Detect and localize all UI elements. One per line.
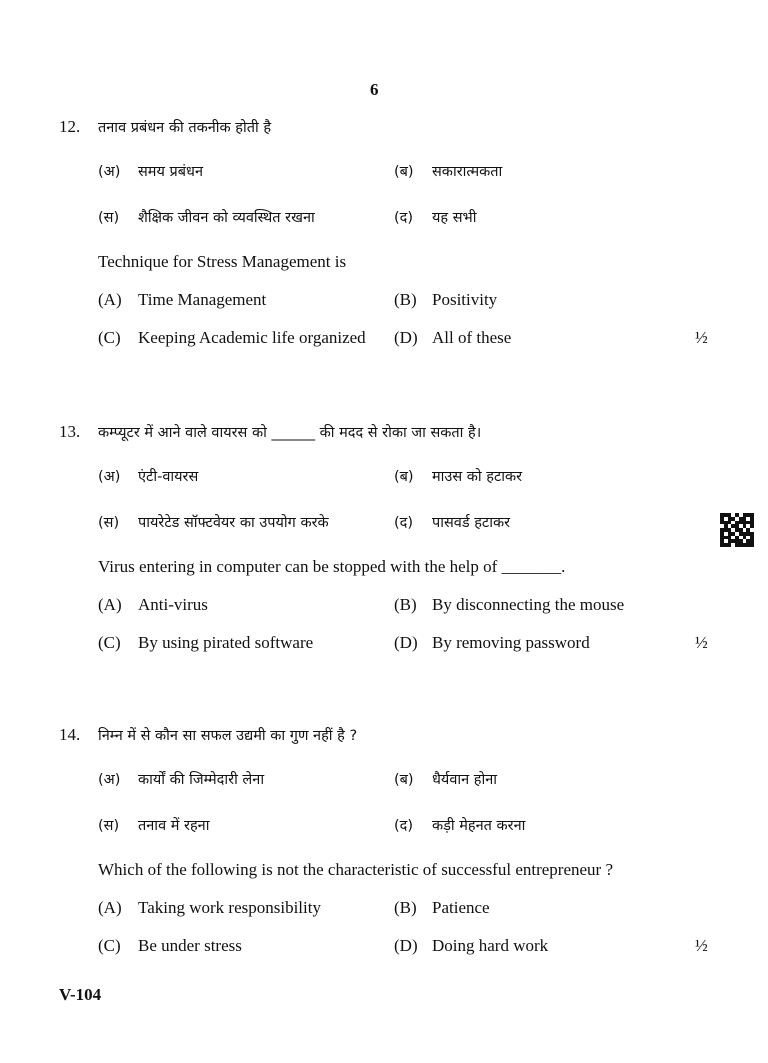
hindi-option-label: (अ) bbox=[98, 164, 121, 180]
english-option-label: (B) bbox=[394, 290, 417, 309]
qr-code-icon bbox=[720, 513, 754, 547]
english-option-label: (C) bbox=[98, 633, 121, 652]
english-option-text: By disconnecting the mouse bbox=[432, 595, 625, 614]
hindi-option-text: एंटी-वायरस bbox=[138, 469, 199, 485]
hindi-option-label: (स) bbox=[98, 515, 120, 531]
english-option-label: (A) bbox=[98, 290, 122, 309]
hindi-option-label: (अ) bbox=[98, 469, 121, 485]
english-option-label: (A) bbox=[98, 595, 122, 614]
hindi-option-text: कड़ी मेहनत करना bbox=[432, 818, 526, 834]
english-option-label: (A) bbox=[98, 898, 122, 917]
english-option-text: Patience bbox=[432, 898, 490, 917]
hindi-option-text: सकारात्मकता bbox=[432, 164, 503, 180]
hindi-option-text: कार्यों की जिम्मेदारी लेना bbox=[138, 772, 265, 788]
question-hindi-text: तनाव प्रबंधन की तकनीक होती है bbox=[98, 120, 272, 136]
hindi-option-label: (द) bbox=[394, 818, 414, 834]
hindi-option-text: यह सभी bbox=[432, 210, 477, 226]
hindi-option-label: (द) bbox=[394, 210, 414, 226]
english-option-label: (B) bbox=[394, 595, 417, 614]
hindi-option-label: (अ) bbox=[98, 772, 121, 788]
marks: ½ bbox=[695, 328, 708, 347]
english-option-label: (D) bbox=[394, 328, 418, 347]
english-option-text: Anti-virus bbox=[138, 595, 208, 614]
hindi-option-text: माउस को हटाकर bbox=[432, 469, 523, 485]
marks: ½ bbox=[695, 936, 708, 955]
marks: ½ bbox=[695, 633, 708, 652]
english-option-text: Positivity bbox=[432, 290, 498, 309]
english-option-label: (B) bbox=[394, 898, 417, 917]
hindi-option-label: (ब) bbox=[394, 469, 414, 485]
hindi-option-label: (ब) bbox=[394, 772, 414, 788]
english-option-text: By using pirated software bbox=[138, 633, 314, 652]
hindi-option-label: (स) bbox=[98, 210, 120, 226]
hindi-option-text: पासवर्ड हटाकर bbox=[432, 515, 511, 531]
hindi-option-label: (द) bbox=[394, 515, 414, 531]
english-option-text: Doing hard work bbox=[432, 936, 549, 955]
english-option-text: All of these bbox=[432, 328, 512, 347]
hindi-option-text: तनाव में रहना bbox=[138, 818, 210, 834]
question-english-text: Technique for Stress Management is bbox=[98, 252, 347, 271]
english-option-label: (C) bbox=[98, 936, 121, 955]
question-english-text: Virus entering in computer can be stopped with the help of _______. bbox=[98, 557, 566, 576]
footer-paper-code: V-104 bbox=[59, 985, 102, 1004]
hindi-option-label: (स) bbox=[98, 818, 120, 834]
question-number: 13. bbox=[59, 422, 81, 441]
hindi-option-label: (ब) bbox=[394, 164, 414, 180]
page-number: 6 bbox=[370, 80, 379, 99]
english-option-text: Keeping Academic life organized bbox=[138, 328, 366, 347]
question-number: 12. bbox=[59, 117, 81, 136]
hindi-option-text: पायरेटेड सॉफ्टवेयर का उपयोग करके bbox=[138, 515, 329, 531]
english-option-text: Time Management bbox=[138, 290, 267, 309]
english-option-label: (D) bbox=[394, 633, 418, 652]
hindi-option-text: शैक्षिक जीवन को व्यवस्थित रखना bbox=[138, 210, 315, 226]
question-hindi-text: कम्प्यूटर में आने वाले वायरस को ______ की मदद से रोका जा सकता है। bbox=[98, 425, 482, 441]
english-option-label: (D) bbox=[394, 936, 418, 955]
question-number: 14. bbox=[59, 725, 81, 744]
english-option-text: By removing password bbox=[432, 633, 590, 652]
english-option-text: Taking work responsibility bbox=[138, 898, 321, 917]
question-hindi-text: निम्न में से कौन सा सफल उद्यमी का गुण नहीं है ? bbox=[98, 728, 358, 744]
hindi-option-text: समय प्रबंधन bbox=[138, 164, 203, 180]
english-option-label: (C) bbox=[98, 328, 121, 347]
hindi-option-text: धैर्यवान होना bbox=[432, 772, 498, 788]
english-option-text: Be under stress bbox=[138, 936, 242, 955]
question-english-text: Which of the following is not the characteristic of successful entrepreneur ? bbox=[98, 860, 613, 879]
